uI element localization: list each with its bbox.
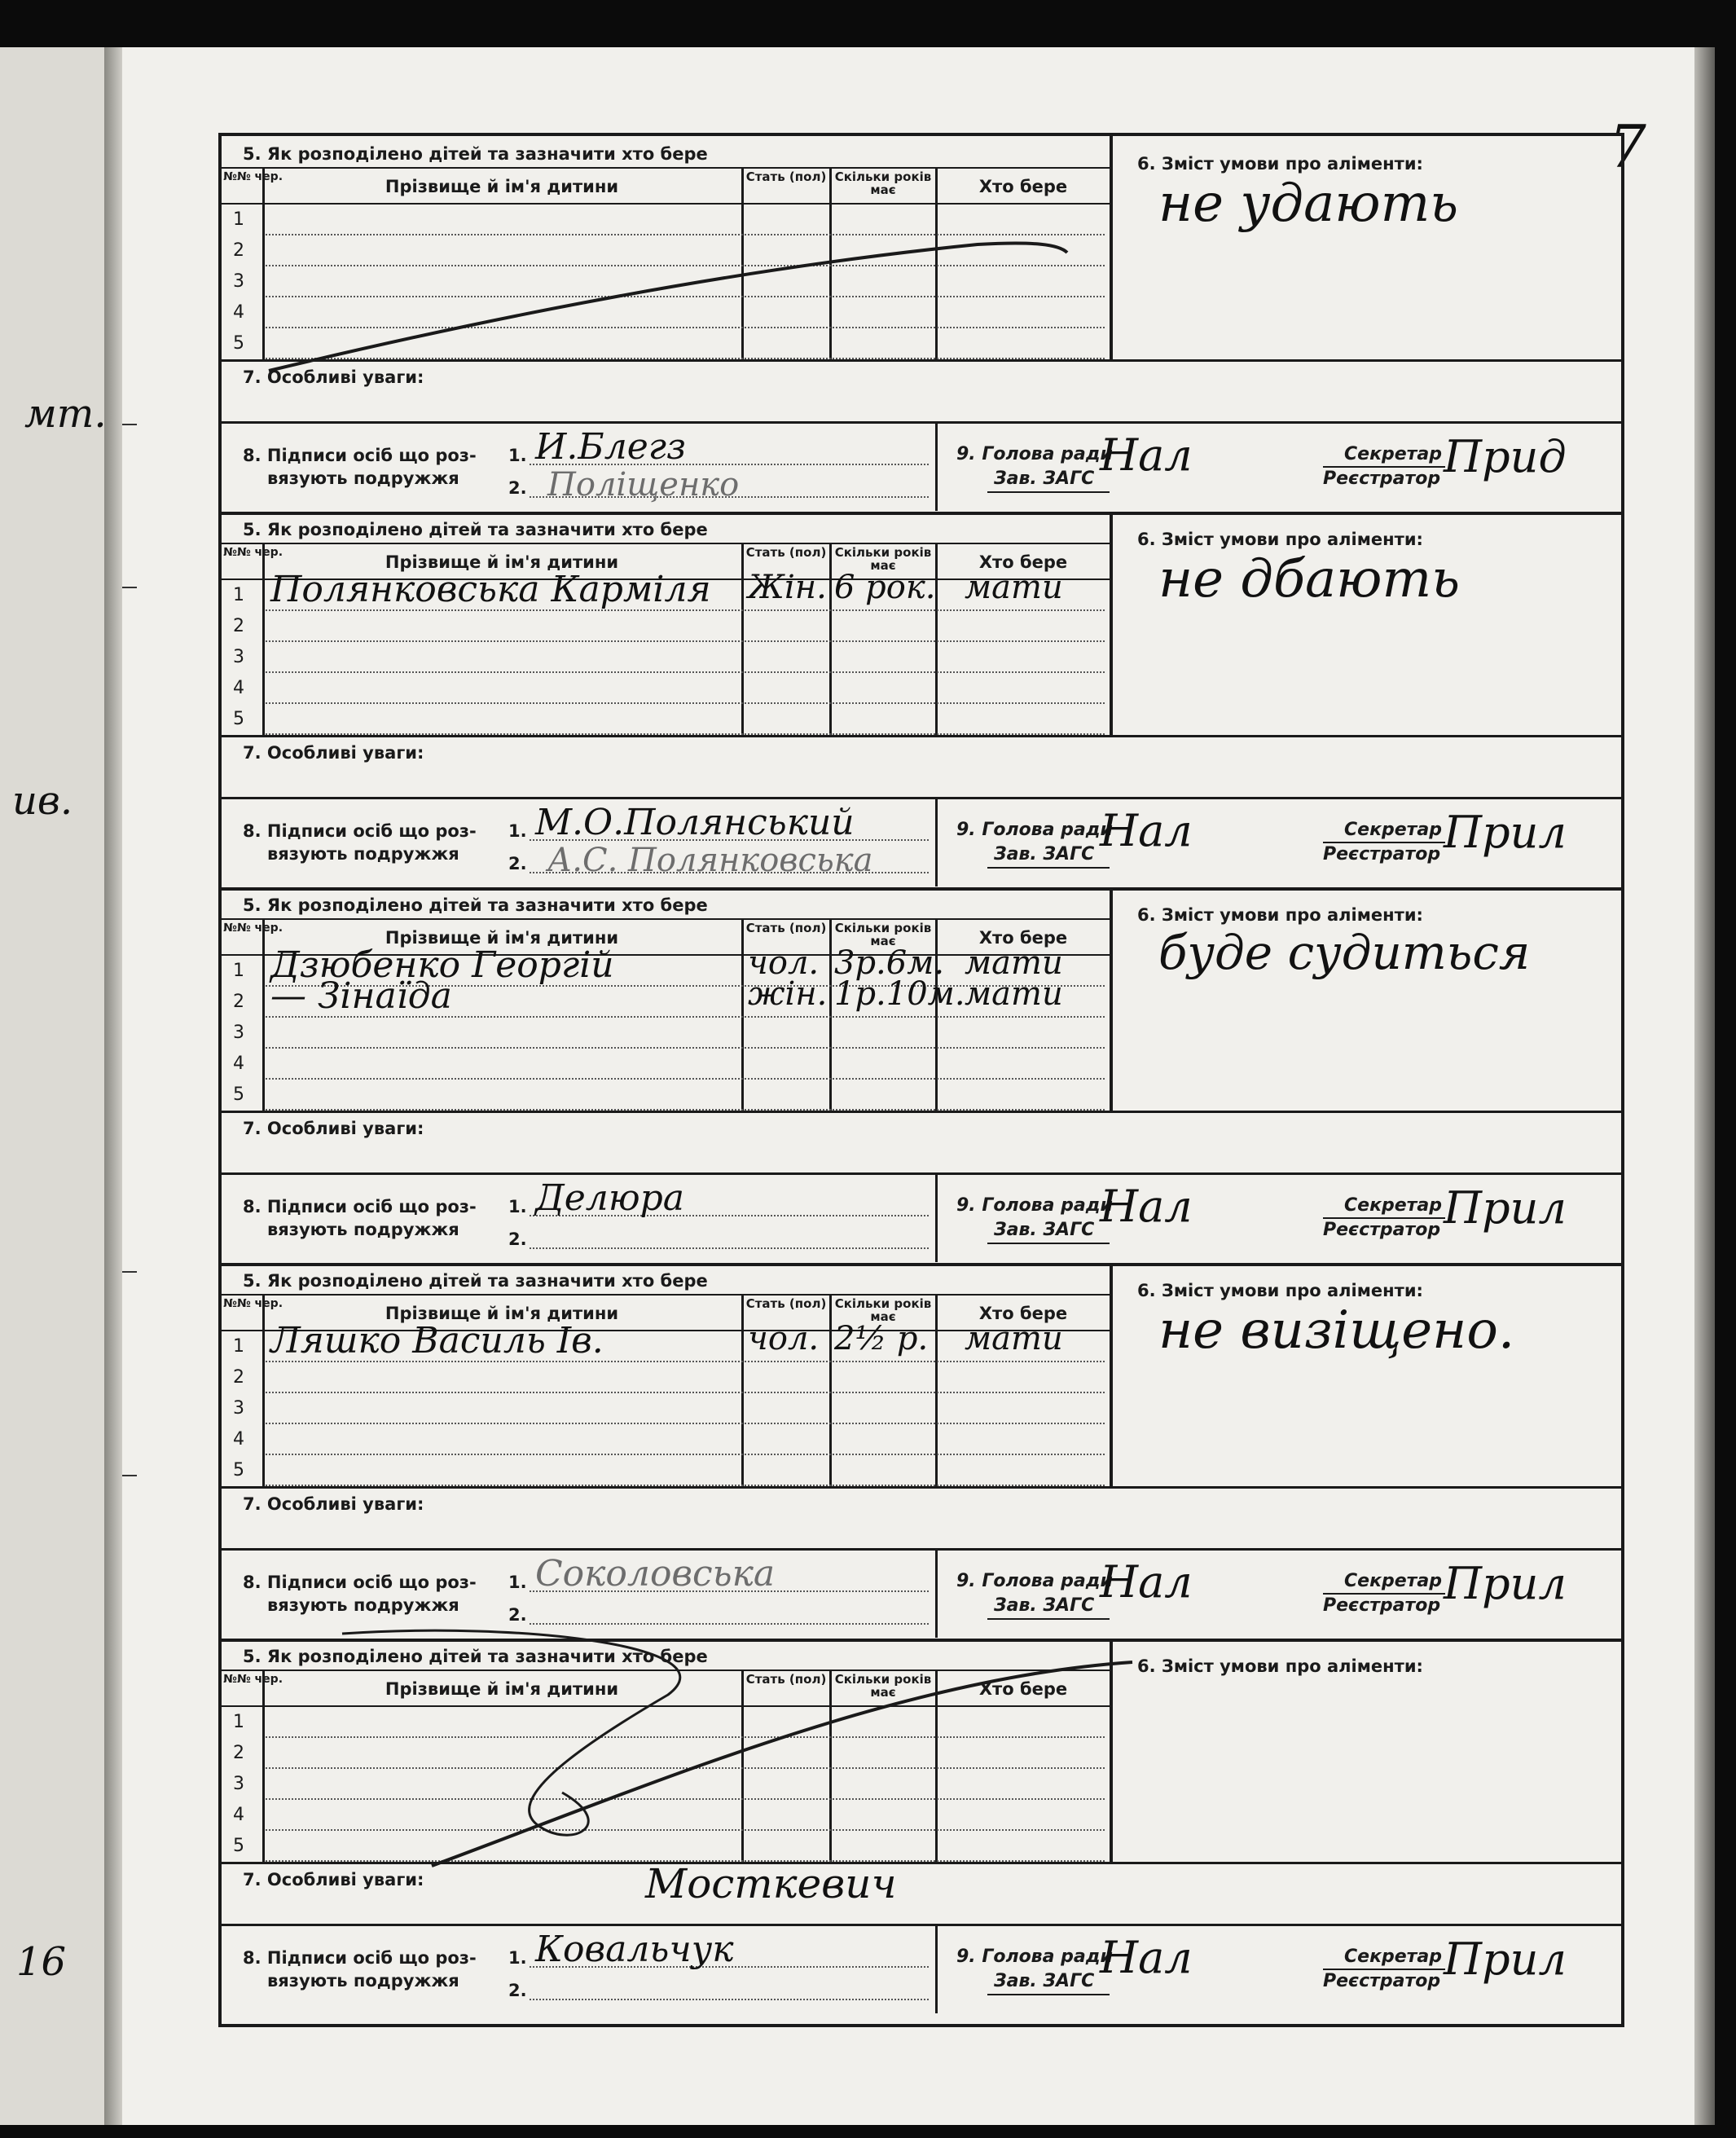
secretary-underline <box>1323 842 1445 843</box>
registrar-signature: Прил <box>1444 807 1567 858</box>
row-number: 1 <box>233 1336 244 1357</box>
block-top-rule <box>222 512 1621 515</box>
registrar-label: Реєстратор <box>1323 1220 1441 1240</box>
child-taker: мати <box>965 975 1063 1013</box>
registrar-signature: Прид <box>1444 431 1567 482</box>
row-number: 5 <box>233 333 244 354</box>
row-line <box>266 1736 1105 1738</box>
child-name: Полянковська Карміля <box>270 569 711 610</box>
signatures-title: 8. Підписи осіб що роз- <box>243 1197 477 1216</box>
sig-1-label: 1. <box>508 1948 527 1968</box>
col-header-sex: Стать (пол) <box>745 1672 827 1687</box>
head-signature: Нал <box>1100 1932 1193 1983</box>
head-title: 9. Голова ради <box>956 1195 1113 1216</box>
row-number: 4 <box>233 1429 244 1450</box>
col-divider <box>741 167 744 359</box>
col-header-name: Прізвище й ім'я дитини <box>385 928 619 948</box>
alimony-title: 6. Зміст умови про аліменти: <box>1137 905 1423 925</box>
child-age: 1р.10м. <box>834 975 965 1013</box>
children-section-title: 5. Як розподілено дітей та зазначити хто бере <box>243 144 708 164</box>
col-header-sex: Стать (пол) <box>745 1296 827 1311</box>
col-header-sex: Стать (пол) <box>745 921 827 935</box>
child-sex: Жін. <box>748 569 827 606</box>
signature-divider <box>935 1172 938 1262</box>
signature-rule <box>222 1924 1621 1926</box>
signature-rule <box>222 421 1621 424</box>
sig-2-label: 2. <box>508 854 527 873</box>
row-line <box>266 1423 1105 1424</box>
head-sub: Зав. ЗАГС <box>994 1220 1095 1240</box>
sig-2-label: 2. <box>508 1605 527 1625</box>
sig-2-label: 2. <box>508 1981 527 2000</box>
signature-divider <box>935 421 938 511</box>
child-taker: мати <box>965 944 1063 982</box>
corner-page-number: 7 <box>1609 112 1646 181</box>
row-number: 1 <box>233 585 244 605</box>
col-header-who: Хто бере <box>978 552 1068 572</box>
row-number: 3 <box>233 1398 244 1419</box>
block-top-rule <box>222 1263 1621 1266</box>
row-number: 2 <box>233 992 244 1012</box>
col-header-no: №№ чер. <box>223 170 283 183</box>
sig-2-line <box>530 1247 929 1249</box>
col-header-sex: Стать (пол) <box>745 545 827 560</box>
record-block <box>222 512 1621 887</box>
signatures-title: 8. Підписи осіб що роз- <box>243 1948 477 1968</box>
col-header-name: Прізвище й ім'я дитини <box>385 552 619 572</box>
row-line <box>266 671 1105 673</box>
head-underline <box>987 1618 1110 1620</box>
row-number: 5 <box>233 709 244 729</box>
sig-2-label: 2. <box>508 478 527 498</box>
registrar-label: Реєстратор <box>1323 1595 1441 1616</box>
remarks-title: 7. Особливі уваги: <box>243 743 424 763</box>
row-line <box>266 640 1105 642</box>
row-number: 1 <box>233 1712 244 1732</box>
alimony-text: не удають <box>1158 174 1459 234</box>
col-divider <box>741 1669 744 1862</box>
signature-rule <box>222 1172 1621 1175</box>
signatures-title-2: вязують подружжя <box>267 469 459 488</box>
child-age: 6 рок. <box>834 569 936 606</box>
col-header-age: Скільки років має <box>834 1672 932 1700</box>
margin-note: мт. <box>24 391 107 437</box>
row-number: 5 <box>233 1084 244 1105</box>
sig-2-line <box>530 1999 929 2000</box>
head-underline <box>987 1243 1110 1244</box>
child-age: 2½ р. <box>834 1320 929 1357</box>
alimony-text: не визіщено. <box>1158 1300 1515 1361</box>
head-title: 9. Голова ради <box>956 444 1113 464</box>
remarks-title: 7. Особливі уваги: <box>243 1494 424 1514</box>
signature-1: Делюра <box>535 1177 684 1219</box>
col-divider <box>741 918 744 1111</box>
main-col-divider <box>1110 1639 1113 1862</box>
child-age: 3р.6м. <box>834 944 945 982</box>
secretary-label: Секретар <box>1344 1195 1443 1216</box>
sig-1-label: 1. <box>508 446 527 465</box>
registrar-signature: Прил <box>1444 1182 1567 1234</box>
child-taker: мати <box>965 1320 1063 1357</box>
page-edge-shadow <box>1694 47 1715 2125</box>
row-number: 2 <box>233 1367 244 1388</box>
remarks-rule <box>222 1862 1621 1864</box>
row-number: 3 <box>233 271 244 292</box>
registrar-label: Реєстратор <box>1323 1971 1441 1991</box>
head-title: 9. Голова ради <box>956 1571 1113 1591</box>
signature-2: А.С. Полянковська <box>547 842 873 879</box>
secretary-label: Секретар <box>1344 444 1443 464</box>
row-number: 2 <box>233 1743 244 1763</box>
head-signature: Нал <box>1100 429 1193 481</box>
col-header-who: Хто бере <box>978 1304 1068 1323</box>
children-section-title: 5. Як розподілено дітей та зазначити хто бере <box>243 1647 708 1666</box>
margin-note: ив. <box>12 778 73 824</box>
secretary-label: Секретар <box>1344 1571 1443 1591</box>
child-sex: чол. <box>748 944 820 982</box>
divorce-register-form <box>218 133 1624 2027</box>
row-number: 4 <box>233 302 244 323</box>
row-line <box>266 702 1105 704</box>
alimony-title: 6. Зміст умови про аліменти: <box>1137 1281 1423 1300</box>
row-number: 3 <box>233 647 244 667</box>
row-line <box>266 1798 1105 1800</box>
col-header-no: №№ чер. <box>223 1297 283 1310</box>
col-header-name: Прізвище й ім'я дитини <box>385 1679 619 1699</box>
registrar-signature: Прил <box>1444 1558 1567 1609</box>
edge-tick <box>122 424 137 425</box>
signatures-title-2: вязують подружжя <box>267 1971 459 1991</box>
remarks-title: 7. Особливі уваги: <box>243 1119 424 1138</box>
signature-1: Ковальчук <box>535 1929 734 1970</box>
children-section-title: 5. Як розподілено дітей та зазначити хто бере <box>243 520 708 539</box>
remarks-rule <box>222 1486 1621 1489</box>
head-sub: Зав. ЗАГС <box>994 469 1095 489</box>
head-title: 9. Голова ради <box>956 1947 1113 1967</box>
registrar-signature: Прил <box>1444 1933 1567 1985</box>
row-line <box>266 296 1105 297</box>
col-divider <box>741 1294 744 1486</box>
signature-rule <box>222 797 1621 799</box>
alimony-title: 6. Зміст умови про аліменти: <box>1137 1656 1423 1676</box>
table-header-rule <box>222 1294 1110 1296</box>
head-signature: Нал <box>1100 1181 1193 1232</box>
signatures-title-2: вязують подружжя <box>267 1220 459 1239</box>
record-block <box>222 1639 1621 2014</box>
signatures-title: 8. Підписи осіб що роз- <box>243 1573 477 1592</box>
child-name: Ляшко Василь Ів. <box>270 1320 604 1362</box>
children-section-title: 5. Як розподілено дітей та зазначити хто бере <box>243 895 708 915</box>
child-name: — Зінаїда <box>270 975 452 1017</box>
row-line <box>266 1078 1105 1080</box>
table-header-rule <box>222 918 1110 920</box>
signature-1: И.Блегз <box>535 426 686 468</box>
secretary-label: Секретар <box>1344 1947 1443 1967</box>
remarks-rule <box>222 359 1621 362</box>
signatures-title: 8. Підписи осіб що роз- <box>243 446 477 465</box>
remarks-rule <box>222 735 1621 737</box>
sig-2-label: 2. <box>508 1230 527 1249</box>
col-header-name: Прізвище й ім'я дитини <box>385 177 619 196</box>
row-line <box>266 265 1105 266</box>
signature-1: М.О.Полянський <box>535 802 855 843</box>
edge-tick <box>122 587 137 588</box>
edge-tick <box>122 1271 137 1273</box>
table-header-bottom <box>222 1705 1110 1707</box>
signature-rule <box>222 1548 1621 1551</box>
row-line <box>266 1392 1105 1393</box>
row-number: 3 <box>233 1023 244 1043</box>
col-header-age: Скільки років має <box>834 545 932 573</box>
col-header-age: Скільки років має <box>834 1296 932 1324</box>
secretary-underline <box>1323 1217 1445 1219</box>
col-header-who: Хто бере <box>978 928 1068 948</box>
remarks-title: 7. Особливі уваги: <box>243 1870 424 1889</box>
secretary-underline <box>1323 1969 1445 1970</box>
row-line <box>266 1829 1105 1831</box>
secretary-label: Секретар <box>1344 820 1443 840</box>
row-number: 2 <box>233 616 244 636</box>
record-block <box>222 1263 1621 1639</box>
row-number: 5 <box>233 1836 244 1856</box>
alimony-title: 6. Зміст умови про аліменти: <box>1137 154 1423 174</box>
head-signature: Нал <box>1100 1556 1193 1608</box>
remarks-title: 7. Особливі уваги: <box>243 367 424 387</box>
remarks-text: Мосткевич <box>645 1860 897 1907</box>
signatures-title-2: вязують подружжя <box>267 844 459 864</box>
head-sub: Зав. ЗАГС <box>994 1971 1095 1991</box>
secretary-underline <box>1323 1593 1445 1595</box>
alimony-text: не дбають <box>1158 549 1461 609</box>
head-underline <box>987 491 1110 493</box>
alimony-text: буде судиться <box>1158 925 1531 980</box>
children-section-title: 5. Як розподілено дітей та зазначити хто бере <box>243 1271 708 1291</box>
col-header-sex: Стать (пол) <box>745 169 827 184</box>
row-number: 2 <box>233 240 244 261</box>
secretary-underline <box>1323 466 1445 468</box>
head-signature: Нал <box>1100 805 1193 856</box>
binding-fold <box>104 47 122 2125</box>
sig-2-line <box>530 1623 929 1625</box>
signature-1: Соколовська <box>535 1553 776 1595</box>
col-header-no: №№ чер. <box>223 1673 283 1686</box>
head-title: 9. Голова ради <box>956 820 1113 840</box>
col-header-name: Прізвище й ім'я дитини <box>385 1304 619 1323</box>
table-header-rule <box>222 543 1110 544</box>
signatures-title-2: вязують подружжя <box>267 1595 459 1615</box>
main-col-divider <box>1110 512 1113 735</box>
head-underline <box>987 867 1110 869</box>
row-line <box>266 1047 1105 1049</box>
col-divider <box>741 543 744 735</box>
child-sex: чол. <box>748 1320 820 1357</box>
child-taker: мати <box>965 569 1063 606</box>
registrar-label: Реєстратор <box>1323 844 1441 864</box>
signature-divider <box>935 1924 938 2013</box>
block-top-rule <box>222 887 1621 891</box>
sig-1-label: 1. <box>508 1573 527 1592</box>
edge-tick <box>122 1475 137 1476</box>
margin-note: 16 <box>16 1939 67 1985</box>
main-col-divider <box>1110 887 1113 1111</box>
row-number: 4 <box>233 1054 244 1074</box>
row-number: 3 <box>233 1774 244 1794</box>
remarks-rule <box>222 1111 1621 1113</box>
child-name: Дзюбенко Георгій <box>270 944 614 986</box>
col-header-age: Скільки років має <box>834 921 932 948</box>
col-header-age: Скільки років має <box>834 169 932 197</box>
record-block <box>222 136 1621 512</box>
col-header-who: Хто бере <box>978 177 1068 196</box>
row-line <box>266 234 1105 235</box>
row-line <box>266 1454 1105 1455</box>
main-col-divider <box>1110 1263 1113 1486</box>
signature-2: Поліщенко <box>547 466 740 504</box>
registrar-label: Реєстратор <box>1323 469 1441 489</box>
signature-divider <box>935 1548 938 1638</box>
row-number: 1 <box>233 961 244 981</box>
head-sub: Зав. ЗАГС <box>994 1595 1095 1616</box>
signature-divider <box>935 797 938 886</box>
table-header-bottom <box>222 203 1110 205</box>
sig-1-label: 1. <box>508 821 527 841</box>
alimony-title: 6. Зміст умови про аліменти: <box>1137 530 1423 549</box>
head-sub: Зав. ЗАГС <box>994 844 1095 864</box>
table-header-rule <box>222 1669 1110 1671</box>
table-header-rule <box>222 167 1110 169</box>
record-block <box>222 887 1621 1263</box>
head-underline <box>987 1994 1110 1995</box>
sig-1-label: 1. <box>508 1197 527 1216</box>
block-top-rule <box>222 1639 1621 1642</box>
row-number: 5 <box>233 1460 244 1480</box>
col-header-no: №№ чер. <box>223 546 283 559</box>
row-number: 4 <box>233 1805 244 1825</box>
row-number: 1 <box>233 209 244 230</box>
col-header-no: №№ чер. <box>223 922 283 935</box>
row-number: 4 <box>233 678 244 698</box>
signatures-title: 8. Підписи осіб що роз- <box>243 821 477 841</box>
main-col-divider <box>1110 136 1113 359</box>
col-header-who: Хто бере <box>978 1679 1068 1699</box>
row-line <box>266 1767 1105 1769</box>
child-sex: жін. <box>748 975 828 1013</box>
row-line <box>266 327 1105 328</box>
